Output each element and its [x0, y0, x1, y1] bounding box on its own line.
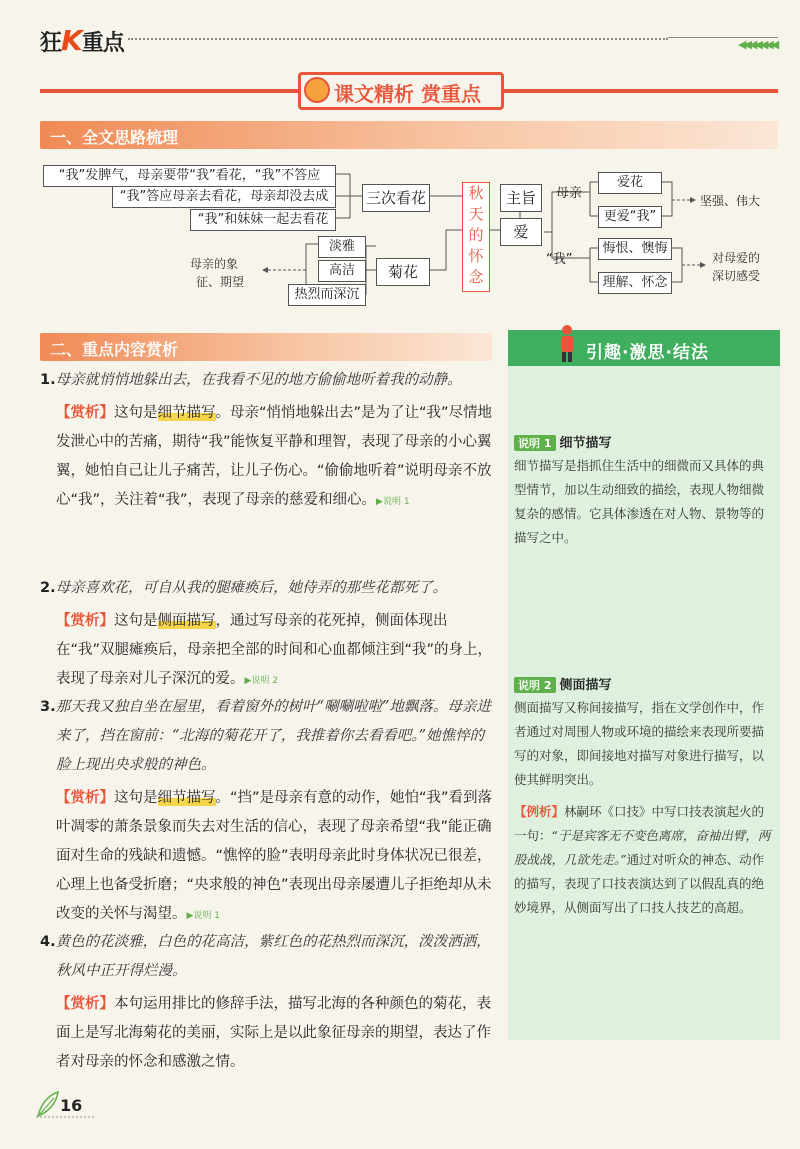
item-2-text: ，通过写母亲的花死掉，侧面体现出在“我”双腿瘫痪后，母亲把全部的时间和心血都倾注到“我”的身上，表现了母亲对儿子深沉的爱。 — [56, 613, 493, 687]
center-char-1: 秋 — [468, 184, 484, 202]
item-4-text: 本句运用排比的修辞手法，描写北海的各种颜色的菊花，表面上是写北海菊花的美丽，实际上是以此象征母亲的期望，表达了作者对母亲的怀念和感激之情。 — [56, 996, 491, 1070]
note-2-num: 2 — [543, 679, 552, 692]
analysis-item-2 — [40, 574, 494, 696]
page-number: 16 — [60, 1096, 83, 1115]
mother-symbol-line-1: 母亲的象 — [190, 257, 239, 271]
item-1-analysis — [40, 399, 494, 517]
side-note-2-heading — [514, 674, 612, 693]
note-1-num: 1 — [543, 437, 552, 450]
person-figure-icon — [556, 324, 578, 364]
item-3-number: 3. — [40, 699, 56, 715]
flower-trait-box-3: 热烈而深沉 — [288, 284, 366, 306]
note-1-title: 细节描写 — [559, 436, 612, 451]
flower-box: 菊花 — [376, 258, 430, 286]
me-feel-box-2: 理解、怀念 — [598, 272, 672, 294]
note-1-badge — [514, 435, 556, 451]
center-box — [462, 182, 490, 292]
part2-heading: 二、重点内容赏析 — [50, 340, 179, 359]
center-char-2: 天 — [468, 205, 484, 223]
item-3-pre: 这句是 — [114, 790, 158, 806]
item-1-quote-line — [40, 366, 494, 395]
header-arrows-icon: ◀◀◀◀◀◀◀ — [738, 38, 777, 51]
item-4-tag: 【赏析】 — [56, 996, 114, 1012]
note-2-badge-text: 说明 — [518, 679, 540, 692]
item-1-quote: 母亲就悄悄地躲出去，在我看不见的地方偷偷地听着我的动静。 — [55, 372, 462, 388]
love-box: 爱 — [500, 218, 542, 246]
item-2-note-link[interactable]: ▶说明 2 — [244, 676, 279, 686]
mother-label: 母亲 — [556, 186, 583, 201]
example-quote: “于是宾客无不变色离席，奋袖出臂，两股战战，几欲先走。” — [514, 828, 771, 867]
item-1-number: 1. — [40, 372, 56, 388]
me-feel-box-1: 悔恨、懊悔 — [598, 238, 672, 260]
me-result-line-1: 对母爱的 — [712, 251, 761, 265]
item-3-note-link[interactable]: ▶说明 1 — [186, 911, 221, 921]
item-4-quote: 黄色的花淡雅，白色的花高洁，紫红色的花热烈而深沉，泼泼洒洒，秋风中正开得烂漫。 — [55, 934, 491, 979]
analysis-item-3 — [40, 693, 494, 931]
item-1-highlight: 细节描写 — [157, 405, 216, 421]
brand-prefix: 狂 — [40, 31, 62, 56]
item-3-quote-line — [40, 693, 494, 780]
part2-heading-bar — [40, 333, 492, 361]
item-3-quote: 那天我又独自坐在屋里，看着窗外的树叶“唰唰啦啦”地飘落。母亲进来了，挡在窗前：“北海的菊花开了，我推着你去看看吧。”她憔悴的脸上现出央求般的神色。 — [55, 699, 491, 773]
item-2-pre: 这句是 — [114, 613, 158, 629]
item-2-highlight: 侧面描写 — [157, 613, 216, 629]
analysis-item-4 — [40, 928, 494, 1077]
brand-suffix: 重点 — [81, 31, 124, 56]
analysis-item-1 — [40, 366, 494, 517]
mother-love-box-2: 更爱“我” — [598, 206, 662, 228]
example-tag: 【例析】 — [514, 804, 565, 819]
item-2-quote: 母亲喜欢花，可自从我的腿瘫痪后，她侍弄的那些花都死了。 — [55, 580, 448, 596]
item-1-pre: 这句是 — [114, 405, 158, 421]
me-result-line-2: 深切感受 — [712, 269, 761, 283]
brand-k: K — [61, 24, 82, 57]
example-post: 通过对听众的神态、动作的描写，表现了口技表演达到了以假乱真的绝妙境界，从侧面写出了口技人技艺的高超。 — [514, 852, 765, 915]
side-note-1-heading — [514, 432, 612, 451]
item-4-quote-line — [40, 928, 494, 986]
flower-trait-box-1: 淡雅 — [318, 236, 366, 258]
theme-box: 主旨 — [500, 184, 542, 212]
center-char-5: 念 — [468, 268, 484, 286]
mother-symbol-line-2: 征、期望 — [196, 275, 245, 289]
side-note-1-text: 细节描写是指抓住生活中的细微而又具体的典型情节，加以生动细致的描绘，表现人物细微复杂的感情。它具体渗透在对人物、景物等的描写之中。 — [514, 458, 765, 545]
note-2-title: 侧面描写 — [559, 678, 612, 693]
side-panel-title: 引趣·激思·结法 — [586, 343, 709, 363]
item-3-highlight: 细节描写 — [157, 790, 216, 806]
center-char-4: 怀 — [468, 247, 484, 265]
event-box-1: “我”发脾气，母亲要带“我”看花，“我”不答应 — [43, 165, 336, 187]
item-2-number: 2. — [40, 580, 56, 596]
section-title: 课文精析 赏重点 — [334, 82, 481, 106]
mind-map — [0, 0, 800, 310]
item-3-tag: 【赏析】 — [56, 790, 114, 806]
side-note-2-text: 侧面描写又称间接描写，指在文学创作中，作者通过对周围人物或环境的描绘来表现所要描写的对象，即间接地对描写对象进行描写，以使其鲜明突出。 — [514, 700, 765, 787]
example-pre: 林嗣环《口技》中写口技表演起火的一句： — [514, 804, 765, 843]
mother-love-box-1: 爱花 — [598, 172, 662, 194]
note-1-badge-text: 说明 — [518, 437, 540, 450]
item-2-quote-line — [40, 574, 494, 603]
side-example — [514, 800, 776, 920]
event-box-2: “我”答应母亲去看花，母亲却没去成 — [112, 186, 336, 208]
item-3-text: 。“挡”是母亲有意的动作，她怕“我”看到落叶凋零的萧条景象而失去对生活的信心，表现了母亲希望“我”能正确面对生命的残缺和遗憾。“憔悴的脸”表明母亲此时身体状况已很差，心理上也备受折磨；“央求般的神色”表现出母亲屡遭儿子拒绝却从未改变的关怀与渴望。 — [56, 790, 493, 922]
center-char-3: 的 — [468, 226, 484, 244]
item-1-text: 。母亲“悄悄地躲出去”是为了让“我”尽情地发泄心中的苦痛，期待“我”能恢复平静和理智，表现了母亲的小心翼翼，她怕自己让儿子痛苦，让儿子伤心。“偷偷地听着”说明母亲不放心“我”，关注着“我”，表现了母亲的慈爱和细心。 — [56, 405, 493, 508]
flower-trait-box-2: 高洁 — [318, 260, 366, 282]
note-2-badge — [514, 677, 556, 693]
part1-heading: 一、全文思路梳理 — [50, 128, 179, 147]
item-1-note-link[interactable]: ▶说明 1 — [376, 497, 410, 507]
item-3-analysis — [40, 784, 494, 931]
item-2-analysis — [40, 607, 494, 696]
item-2-tag: 【赏析】 — [56, 613, 114, 629]
item-1-tag: 【赏析】 — [56, 405, 114, 421]
event-box-3: “我”和妹妹一起去看花 — [190, 209, 336, 231]
item-4-number: 4. — [40, 934, 56, 950]
me-label: “我” — [546, 252, 573, 267]
mother-result: 坚强、伟大 — [700, 194, 761, 208]
three-times-box: 三次看花 — [362, 184, 430, 212]
item-4-analysis — [40, 990, 494, 1077]
